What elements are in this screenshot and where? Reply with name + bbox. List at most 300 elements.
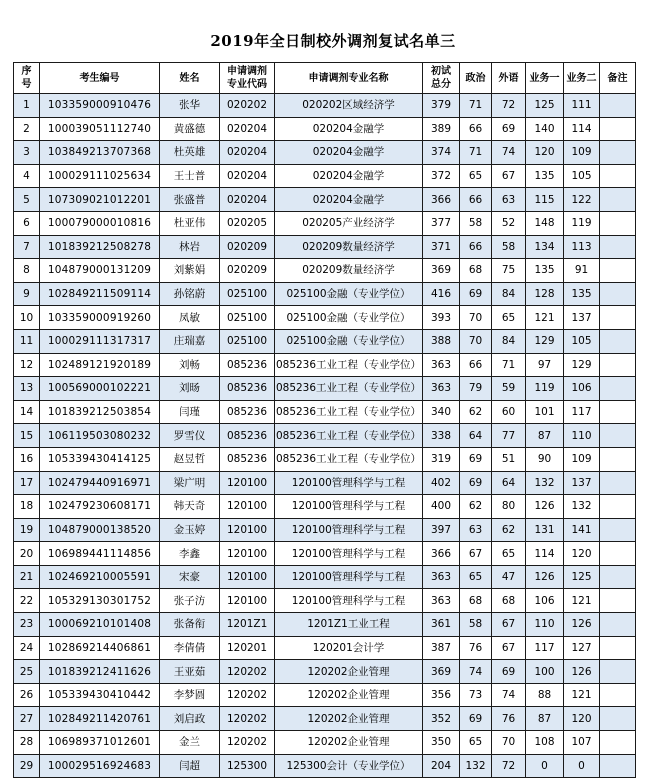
cell-total: 319 — [423, 447, 460, 471]
cell-politics: 70 — [460, 329, 492, 353]
cell-foreign: 60 — [492, 400, 526, 424]
cell-seq: 12 — [14, 353, 40, 377]
cell-politics: 64 — [460, 424, 492, 448]
table-row — [14, 707, 636, 731]
cell-name: 刘启政 — [160, 707, 220, 731]
cell-major-code: 020204 — [220, 117, 275, 141]
cell-note — [600, 495, 636, 519]
header-subj1: 业务一 — [526, 63, 564, 94]
cell-major-name: 125300会计（专业学位） — [275, 754, 423, 778]
cell-seq: 19 — [14, 518, 40, 542]
cell-foreign: 51 — [492, 447, 526, 471]
cell-politics: 73 — [460, 683, 492, 707]
cell-politics: 132 — [460, 754, 492, 778]
cell-foreign: 68 — [492, 589, 526, 613]
cell-foreign: 65 — [492, 542, 526, 566]
cell-subj1: 110 — [526, 613, 564, 637]
cell-total: 366 — [423, 188, 460, 212]
cell-major-code: 120202 — [220, 660, 275, 684]
cell-major-code: 025100 — [220, 282, 275, 306]
cell-subj2: 117 — [564, 400, 600, 424]
cell-name: 王士普 — [160, 164, 220, 188]
cell-name: 罗雪仪 — [160, 424, 220, 448]
cell-politics: 62 — [460, 495, 492, 519]
cell-seq: 21 — [14, 565, 40, 589]
header-subj2: 业务二 — [564, 63, 600, 94]
cell-total: 340 — [423, 400, 460, 424]
cell-foreign: 72 — [492, 754, 526, 778]
cell-name: 林岩 — [160, 235, 220, 259]
cell-major-code: 120100 — [220, 589, 275, 613]
cell-total: 356 — [423, 683, 460, 707]
cell-subj1: 87 — [526, 424, 564, 448]
cell-exam-id: 100569000102221 — [40, 377, 160, 401]
cell-major-code: 120100 — [220, 542, 275, 566]
table-row — [14, 636, 636, 660]
cell-major-name: 085236工业工程（专业学位） — [275, 447, 423, 471]
cell-subj2: 105 — [564, 329, 600, 353]
cell-total: 393 — [423, 306, 460, 330]
cell-note — [600, 471, 636, 495]
table-row — [14, 471, 636, 495]
cell-note — [600, 731, 636, 755]
cell-name: 凤敏 — [160, 306, 220, 330]
cell-foreign: 52 — [492, 211, 526, 235]
cell-exam-id: 106989441114856 — [40, 542, 160, 566]
cell-total: 379 — [423, 94, 460, 118]
table-row — [14, 282, 636, 306]
cell-major-code: 085236 — [220, 447, 275, 471]
cell-foreign: 70 — [492, 731, 526, 755]
cell-subj2: 132 — [564, 495, 600, 519]
cell-major-code: 125300 — [220, 754, 275, 778]
cell-note — [600, 188, 636, 212]
cell-politics: 66 — [460, 235, 492, 259]
table-row — [14, 683, 636, 707]
cell-total: 387 — [423, 636, 460, 660]
cell-subj1: 128 — [526, 282, 564, 306]
cell-politics: 67 — [460, 542, 492, 566]
cell-subj1: 132 — [526, 471, 564, 495]
cell-note — [600, 589, 636, 613]
cell-name: 庄瑞嘉 — [160, 329, 220, 353]
cell-exam-id: 104879000131209 — [40, 259, 160, 283]
cell-subj1: 148 — [526, 211, 564, 235]
cell-major-name: 120100管理科学与工程 — [275, 565, 423, 589]
cell-major-code: 120100 — [220, 495, 275, 519]
cell-note — [600, 211, 636, 235]
cell-exam-id: 107309021012201 — [40, 188, 160, 212]
cell-subj1: 135 — [526, 259, 564, 283]
cell-subj1: 106 — [526, 589, 564, 613]
cell-subj2: 91 — [564, 259, 600, 283]
cell-note — [600, 117, 636, 141]
cell-major-name: 120100管理科学与工程 — [275, 495, 423, 519]
cell-subj2: 105 — [564, 164, 600, 188]
cell-politics: 71 — [460, 141, 492, 165]
cell-subj2: 114 — [564, 117, 600, 141]
cell-subj1: 121 — [526, 306, 564, 330]
header-note: 备注 — [600, 63, 636, 94]
cell-foreign: 77 — [492, 424, 526, 448]
cell-subj2: 121 — [564, 683, 600, 707]
cell-name: 杜亚伟 — [160, 211, 220, 235]
cell-major-name: 020204金融学 — [275, 188, 423, 212]
cell-foreign: 64 — [492, 471, 526, 495]
cell-name: 孙铭蔚 — [160, 282, 220, 306]
cell-seq: 2 — [14, 117, 40, 141]
cell-total: 397 — [423, 518, 460, 542]
cell-total: 204 — [423, 754, 460, 778]
cell-subj2: 110 — [564, 424, 600, 448]
cell-major-code: 020204 — [220, 164, 275, 188]
cell-subj2: 127 — [564, 636, 600, 660]
cell-seq: 17 — [14, 471, 40, 495]
cell-exam-id: 100039051112740 — [40, 117, 160, 141]
cell-name: 李鑫 — [160, 542, 220, 566]
cell-seq: 14 — [14, 400, 40, 424]
cell-total: 366 — [423, 542, 460, 566]
cell-seq: 16 — [14, 447, 40, 471]
cell-exam-id: 105339430414125 — [40, 447, 160, 471]
cell-foreign: 59 — [492, 377, 526, 401]
cell-exam-id: 102489121920189 — [40, 353, 160, 377]
cell-subj2: 137 — [564, 306, 600, 330]
cell-subj2: 137 — [564, 471, 600, 495]
cell-subj2: 111 — [564, 94, 600, 118]
table-row — [14, 329, 636, 353]
cell-subj2: 109 — [564, 447, 600, 471]
cell-major-name: 020209数量经济学 — [275, 259, 423, 283]
cell-major-name: 025100金融（专业学位） — [275, 282, 423, 306]
cell-foreign: 84 — [492, 282, 526, 306]
cell-major-name: 085236工业工程（专业学位） — [275, 424, 423, 448]
cell-subj2: 129 — [564, 353, 600, 377]
cell-total: 363 — [423, 353, 460, 377]
cell-exam-id: 101839212508278 — [40, 235, 160, 259]
table-row — [14, 754, 636, 778]
cell-major-name: 120202企业管理 — [275, 660, 423, 684]
table-row — [14, 377, 636, 401]
cell-subj1: 120 — [526, 141, 564, 165]
cell-note — [600, 565, 636, 589]
cell-major-code: 085236 — [220, 424, 275, 448]
cell-exam-id: 105339430410442 — [40, 683, 160, 707]
header-politics: 政治 — [460, 63, 492, 94]
table-row — [14, 117, 636, 141]
cell-total: 363 — [423, 377, 460, 401]
header-foreign: 外语 — [492, 63, 526, 94]
cell-exam-id: 104879000138520 — [40, 518, 160, 542]
cell-politics: 69 — [460, 471, 492, 495]
cell-subj2: 106 — [564, 377, 600, 401]
cell-exam-id: 106989371012601 — [40, 731, 160, 755]
cell-major-code: 085236 — [220, 377, 275, 401]
cell-subj1: 134 — [526, 235, 564, 259]
cell-major-name: 020205产业经济学 — [275, 211, 423, 235]
cell-note — [600, 235, 636, 259]
cell-politics: 66 — [460, 353, 492, 377]
cell-exam-id: 101839212503854 — [40, 400, 160, 424]
cell-subj1: 125 — [526, 94, 564, 118]
cell-major-name: 120100管理科学与工程 — [275, 542, 423, 566]
cell-name: 张子汸 — [160, 589, 220, 613]
cell-foreign: 75 — [492, 259, 526, 283]
cell-seq: 9 — [14, 282, 40, 306]
cell-major-code: 020204 — [220, 141, 275, 165]
cell-seq: 15 — [14, 424, 40, 448]
cell-politics: 71 — [460, 94, 492, 118]
cell-subj2: 141 — [564, 518, 600, 542]
cell-name: 金玉婷 — [160, 518, 220, 542]
cell-major-code: 120202 — [220, 731, 275, 755]
cell-politics: 69 — [460, 707, 492, 731]
cell-subj1: 90 — [526, 447, 564, 471]
table-row — [14, 424, 636, 448]
cell-foreign: 67 — [492, 636, 526, 660]
cell-subj2: 0 — [564, 754, 600, 778]
header-total: 初试 总分 — [423, 63, 460, 94]
cell-major-name: 120202企业管理 — [275, 707, 423, 731]
cell-total: 363 — [423, 565, 460, 589]
header-name: 姓名 — [160, 63, 220, 94]
cell-major-code: 1201Z1 — [220, 613, 275, 637]
cell-politics: 58 — [460, 613, 492, 637]
cell-foreign: 84 — [492, 329, 526, 353]
cell-foreign: 67 — [492, 613, 526, 637]
cell-major-code: 020202 — [220, 94, 275, 118]
cell-note — [600, 306, 636, 330]
cell-major-name: 120100管理科学与工程 — [275, 589, 423, 613]
table-row — [14, 141, 636, 165]
cell-total: 369 — [423, 259, 460, 283]
cell-name: 宋豪 — [160, 565, 220, 589]
cell-seq: 11 — [14, 329, 40, 353]
cell-note — [600, 424, 636, 448]
cell-major-code: 120100 — [220, 471, 275, 495]
cell-foreign: 74 — [492, 683, 526, 707]
cell-major-code: 120201 — [220, 636, 275, 660]
cell-major-code: 120100 — [220, 518, 275, 542]
cell-major-name: 025100金融（专业学位） — [275, 306, 423, 330]
cell-subj1: 88 — [526, 683, 564, 707]
cell-foreign: 69 — [492, 660, 526, 684]
cell-seq: 23 — [14, 613, 40, 637]
cell-foreign: 58 — [492, 235, 526, 259]
cell-subj1: 119 — [526, 377, 564, 401]
cell-seq: 26 — [14, 683, 40, 707]
cell-name: 梁广明 — [160, 471, 220, 495]
cell-major-name: 085236工业工程（专业学位） — [275, 353, 423, 377]
cell-exam-id: 103359000919260 — [40, 306, 160, 330]
cell-note — [600, 683, 636, 707]
cell-subj2: 120 — [564, 542, 600, 566]
cell-major-code: 120100 — [220, 565, 275, 589]
cell-politics: 68 — [460, 589, 492, 613]
cell-foreign: 67 — [492, 164, 526, 188]
cell-subj2: 126 — [564, 613, 600, 637]
cell-note — [600, 518, 636, 542]
cell-politics: 70 — [460, 306, 492, 330]
cell-major-code: 120202 — [220, 707, 275, 731]
table-row — [14, 589, 636, 613]
cell-politics: 58 — [460, 211, 492, 235]
cell-exam-id: 100029111025634 — [40, 164, 160, 188]
table-row — [14, 259, 636, 283]
table-row — [14, 731, 636, 755]
cell-total: 400 — [423, 495, 460, 519]
header-major-name: 申请调剂专业名称 — [275, 63, 423, 94]
cell-name: 刘畅 — [160, 353, 220, 377]
cell-major-name: 020204金融学 — [275, 117, 423, 141]
cell-seq: 18 — [14, 495, 40, 519]
cell-exam-id: 102849211509114 — [40, 282, 160, 306]
cell-subj2: 125 — [564, 565, 600, 589]
cell-exam-id: 102469210005591 — [40, 565, 160, 589]
cell-major-code: 020205 — [220, 211, 275, 235]
cell-note — [600, 141, 636, 165]
header-seq: 序 号 — [14, 63, 40, 94]
cell-exam-id: 100079000010816 — [40, 211, 160, 235]
cell-name: 闫瑾 — [160, 400, 220, 424]
cell-exam-id: 100029111317317 — [40, 329, 160, 353]
cell-note — [600, 94, 636, 118]
cell-total: 338 — [423, 424, 460, 448]
cell-major-name: 120201会计学 — [275, 636, 423, 660]
table-header-row — [14, 63, 636, 94]
cell-subj1: 131 — [526, 518, 564, 542]
cell-subj2: 121 — [564, 589, 600, 613]
cell-major-code: 025100 — [220, 306, 275, 330]
cell-foreign: 47 — [492, 565, 526, 589]
table-row — [14, 164, 636, 188]
table-row — [14, 518, 636, 542]
cell-total: 377 — [423, 211, 460, 235]
cell-total: 374 — [423, 141, 460, 165]
cell-subj1: 100 — [526, 660, 564, 684]
cell-name: 张华 — [160, 94, 220, 118]
cell-major-code: 085236 — [220, 400, 275, 424]
cell-major-code: 020209 — [220, 259, 275, 283]
cell-major-name: 020202区域经济学 — [275, 94, 423, 118]
cell-subj1: 115 — [526, 188, 564, 212]
cell-subj1: 114 — [526, 542, 564, 566]
cell-subj2: 126 — [564, 660, 600, 684]
cell-total: 389 — [423, 117, 460, 141]
cell-major-name: 1201Z1工业工程 — [275, 613, 423, 637]
cell-name: 张备衔 — [160, 613, 220, 637]
cell-total: 361 — [423, 613, 460, 637]
cell-note — [600, 660, 636, 684]
cell-politics: 66 — [460, 117, 492, 141]
cell-major-name: 085236工业工程（专业学位） — [275, 377, 423, 401]
cell-note — [600, 447, 636, 471]
cell-note — [600, 400, 636, 424]
cell-politics: 65 — [460, 164, 492, 188]
cell-note — [600, 282, 636, 306]
cell-subj2: 109 — [564, 141, 600, 165]
cell-politics: 62 — [460, 400, 492, 424]
cell-name: 李梦圆 — [160, 683, 220, 707]
cell-politics: 79 — [460, 377, 492, 401]
cell-note — [600, 353, 636, 377]
cell-major-name: 120202企业管理 — [275, 731, 423, 755]
table-row — [14, 447, 636, 471]
cell-foreign: 62 — [492, 518, 526, 542]
cell-politics: 76 — [460, 636, 492, 660]
header-major-code: 申请调剂 专业代码 — [220, 63, 275, 94]
cell-seq: 5 — [14, 188, 40, 212]
cell-name: 黄盛德 — [160, 117, 220, 141]
table-row — [14, 495, 636, 519]
cell-seq: 25 — [14, 660, 40, 684]
cell-foreign: 74 — [492, 141, 526, 165]
cell-major-name: 020209数量经济学 — [275, 235, 423, 259]
cell-seq: 8 — [14, 259, 40, 283]
cell-seq: 20 — [14, 542, 40, 566]
cell-politics: 65 — [460, 731, 492, 755]
cell-major-code: 020209 — [220, 235, 275, 259]
cell-exam-id: 100069210101408 — [40, 613, 160, 637]
table-row — [14, 235, 636, 259]
table-row — [14, 94, 636, 118]
cell-major-name: 120100管理科学与工程 — [275, 471, 423, 495]
cell-subj2: 107 — [564, 731, 600, 755]
cell-note — [600, 329, 636, 353]
cell-subj1: 135 — [526, 164, 564, 188]
cell-seq: 3 — [14, 141, 40, 165]
cell-note — [600, 377, 636, 401]
cell-major-name: 020204金融学 — [275, 141, 423, 165]
cell-seq: 1 — [14, 94, 40, 118]
cell-exam-id: 106119503080232 — [40, 424, 160, 448]
cell-name: 张盛普 — [160, 188, 220, 212]
cell-name: 杜英雄 — [160, 141, 220, 165]
cell-major-name: 120202企业管理 — [275, 683, 423, 707]
cell-major-name: 025100金融（专业学位） — [275, 329, 423, 353]
cell-note — [600, 164, 636, 188]
cell-note — [600, 754, 636, 778]
cell-seq: 24 — [14, 636, 40, 660]
cell-name: 李倩倩 — [160, 636, 220, 660]
cell-major-name: 085236工业工程（专业学位） — [275, 400, 423, 424]
cell-subj1: 87 — [526, 707, 564, 731]
cell-exam-id: 100029516924683 — [40, 754, 160, 778]
cell-subj2: 135 — [564, 282, 600, 306]
cell-total: 363 — [423, 589, 460, 613]
cell-politics: 74 — [460, 660, 492, 684]
cell-subj2: 120 — [564, 707, 600, 731]
cell-total: 388 — [423, 329, 460, 353]
page-title: 2019年全日制校外调剂复试名单三 — [210, 32, 456, 50]
cell-subj1: 140 — [526, 117, 564, 141]
cell-total: 372 — [423, 164, 460, 188]
cell-major-code: 085236 — [220, 353, 275, 377]
cell-subj1: 129 — [526, 329, 564, 353]
cell-foreign: 71 — [492, 353, 526, 377]
cell-subj1: 126 — [526, 565, 564, 589]
cell-total: 402 — [423, 471, 460, 495]
cell-foreign: 65 — [492, 306, 526, 330]
cell-major-code: 020204 — [220, 188, 275, 212]
cell-total: 350 — [423, 731, 460, 755]
cell-foreign: 80 — [492, 495, 526, 519]
cell-exam-id: 102479230608171 — [40, 495, 160, 519]
cell-exam-id: 105329130301752 — [40, 589, 160, 613]
cell-name: 刘紫娟 — [160, 259, 220, 283]
cell-politics: 69 — [460, 282, 492, 306]
cell-name: 刘旸 — [160, 377, 220, 401]
